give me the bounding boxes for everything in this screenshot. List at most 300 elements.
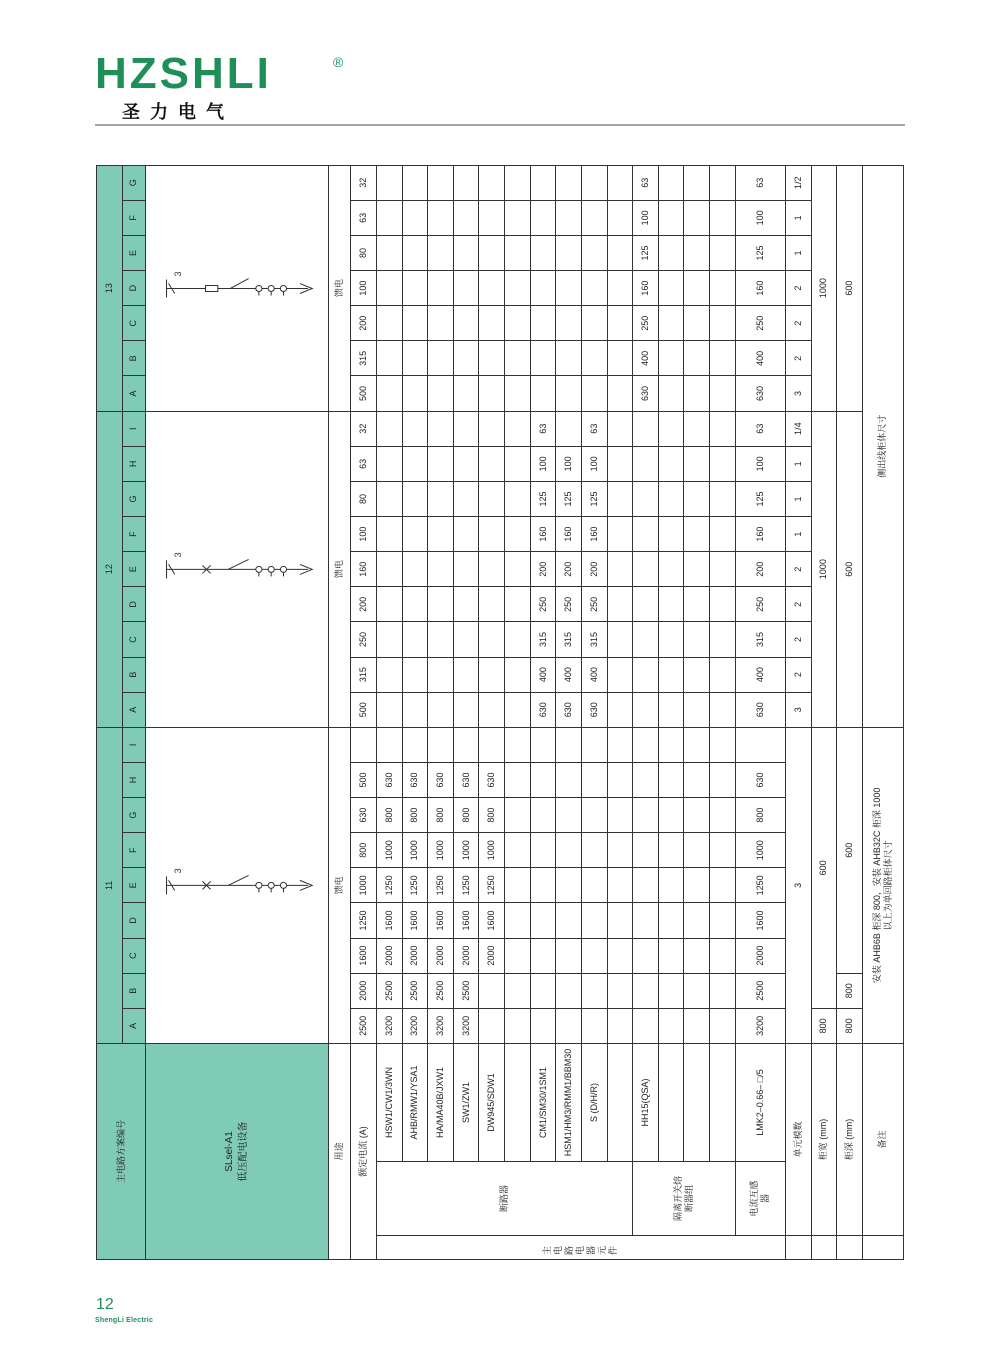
isolator-value [684,411,710,446]
breaker-value [376,235,402,270]
breaker-value [402,622,428,657]
isolator-value: 63 [633,165,659,200]
ct-value: 630 [735,692,785,727]
breaker-value [402,165,428,200]
breaker-value [581,306,607,341]
isolator-value [633,517,659,552]
breaker-value [581,165,607,200]
header-divider [95,124,905,126]
scheme-letter: G [122,481,146,516]
remark-line: 以上为单回路柜体尺寸 [882,840,893,931]
isolator-value [684,165,710,200]
units-value: 2 [785,587,811,622]
breaker-model: SW1/ZW1 [453,1043,479,1161]
breaker-model: AHB/RMW1/YSA1 [402,1043,428,1161]
rated-current-value [351,727,377,762]
rated-current-value: 80 [351,235,377,270]
ct-value: 800 [735,798,785,833]
table-row [581,165,607,1259]
isolator-value: 125 [633,235,659,270]
breaker-value [607,692,633,727]
isolator-value [658,587,684,622]
breaker-value [607,200,633,235]
rated-current-value: 315 [351,657,377,692]
breaker-value: 1600 [428,903,454,938]
breaker-value: 2500 [428,973,454,1008]
scheme-letter: A [122,692,146,727]
isolator-value [633,481,659,516]
ct-value: 1600 [735,903,785,938]
breaker-value [376,200,402,235]
isolator-value [633,1008,659,1043]
breaker-value [530,833,556,868]
footer-brand: ShengLi Electric [95,1317,154,1324]
breaker-value [607,165,633,200]
isolator-value [658,622,684,657]
isolator-value [633,587,659,622]
breaker-value [505,517,531,552]
isolator-model: HH15(QSA) [633,1043,659,1161]
isolator-value [710,903,736,938]
breaker-value [428,411,454,446]
breaker-value: 3200 [453,1008,479,1043]
breaker-value: 63 [530,411,556,446]
breaker-value [376,306,402,341]
breaker-value [607,552,633,587]
scheme-table-frame [96,176,904,1260]
isolator-value [710,165,736,200]
breaker-value [556,973,582,1008]
ct-value: 250 [735,587,785,622]
isolator-value [710,657,736,692]
isolator-value [658,517,684,552]
isolator-value [710,481,736,516]
ct-value: 63 [735,165,785,200]
breaker-value [581,271,607,306]
breaker-value [505,798,531,833]
isolator-value [633,938,659,973]
breaker-value [530,341,556,376]
series-description: 低压配电设备 [238,1121,249,1182]
isolator-value [684,200,710,235]
breaker-value: 125 [556,481,582,516]
svg-text:3: 3 [172,552,184,558]
breaker-value: 1600 [479,903,505,938]
depth-value: 800 [837,973,863,1008]
breaker-value [607,903,633,938]
ct-value: 400 [735,657,785,692]
breaker-value [505,235,531,270]
breaker-value [556,200,582,235]
breaker-value [428,622,454,657]
breaker-value: 2500 [402,973,428,1008]
scheme-letter: I [122,411,146,446]
width-value: 800 [811,1008,837,1043]
isolator-value: 100 [633,200,659,235]
ct-value: 125 [735,481,785,516]
rated-current-value: 250 [351,622,377,657]
diagram-cell-12 [146,411,329,727]
breaker-value [453,306,479,341]
ct-value: 200 [735,552,785,587]
scheme-letter: F [122,517,146,552]
breaker-value [530,200,556,235]
breaker-value [428,727,454,762]
breaker-value [479,271,505,306]
breaker-value [428,200,454,235]
breaker-value: 630 [530,692,556,727]
breaker-value [607,235,633,270]
breaker-value [376,657,402,692]
units-value: 1 [785,235,811,270]
isolator-value [710,411,736,446]
breaker-value [428,657,454,692]
ct-value: 100 [735,446,785,481]
isolator-value [684,271,710,306]
scheme-table [96,165,904,1260]
breaker-value [505,692,531,727]
breaker-value [556,727,582,762]
breaker-value [607,727,633,762]
rated-current-value: 2500 [351,1008,377,1043]
breaker-value [530,165,556,200]
isolator-value [633,868,659,903]
breaker-value [402,727,428,762]
rated-current-value: 500 [351,692,377,727]
breaker-value [453,341,479,376]
breaker-value [530,306,556,341]
breaker-value: 250 [581,587,607,622]
isolator-value [710,587,736,622]
breaker-value [607,868,633,903]
units-value: 2 [785,341,811,376]
scheme-letter: A [122,376,146,411]
breaker-value [530,1008,556,1043]
depth-value: 600 [837,165,863,411]
row-label-depth: 柜深 (mm) [837,1043,863,1235]
breaker-model: HSM1/HM3/RMM1/BBM30 [556,1043,582,1161]
breaker-value: 1250 [402,868,428,903]
units-value: 1 [785,481,811,516]
table-row [633,165,659,1259]
isolator-value [633,798,659,833]
rated-current-value: 500 [351,762,377,797]
breaker-value: 200 [530,552,556,587]
rated-current-value: 200 [351,587,377,622]
row-label-remarks: 备注 [862,1043,903,1235]
table-row [710,165,736,1259]
table-row [479,165,505,1259]
breaker-value [581,200,607,235]
breaker-value [505,200,531,235]
breaker-value: 100 [581,446,607,481]
ct-value: 160 [735,271,785,306]
breaker-value: 200 [581,552,607,587]
ct-model: LMK2–0.66– □/5 [735,1043,785,1161]
breaker-value [556,411,582,446]
breaker-value [530,798,556,833]
diagram-cell-13 [146,165,329,411]
ct-value: 250 [735,306,785,341]
breaker-value [453,481,479,516]
ct-value: 630 [735,376,785,411]
breaker-value [607,481,633,516]
table-cell [862,1236,903,1260]
isolator-value [633,622,659,657]
scheme-letter: D [122,587,146,622]
breaker-value [607,973,633,1008]
breaker-value [556,306,582,341]
units-value: 1/2 [785,165,811,200]
breaker-value: 1600 [376,903,402,938]
breaker-value [453,235,479,270]
breaker-value [402,587,428,622]
scheme-letter: D [122,271,146,306]
scheme-letter: G [122,165,146,200]
scheme-letter: H [122,762,146,797]
isolator-value [684,235,710,270]
breaker-value [402,446,428,481]
row-label-rated-current: 额定电流 (A) [351,1043,377,1259]
usage-value: 馈电 [328,727,351,1043]
breaker-value [607,657,633,692]
breaker-value [505,762,531,797]
breaker-value [556,165,582,200]
breaker-value: 630 [376,762,402,797]
rated-current-value: 1250 [351,903,377,938]
breaker-value [581,973,607,1008]
isolator-value [658,973,684,1008]
isolator-value [710,973,736,1008]
table-row [658,165,684,1259]
breaker-value: 315 [530,622,556,657]
isolator-value [658,446,684,481]
isolator-value [710,235,736,270]
breaker-value [607,341,633,376]
isolator-value [710,692,736,727]
breaker-value: 630 [479,762,505,797]
table-row [505,165,531,1259]
breaker-value: 2500 [376,973,402,1008]
ct-value: 160 [735,517,785,552]
breaker-value: 400 [530,657,556,692]
breaker-value [581,798,607,833]
isolator-value [684,973,710,1008]
scheme-letter: B [122,341,146,376]
units-value: 1/4 [785,411,811,446]
isolator-value [658,411,684,446]
isolator-value [710,833,736,868]
breaker-value [428,376,454,411]
main-element-label: 主电路电器元件 [376,1236,785,1260]
breaker-value [556,938,582,973]
isolator-model [658,1043,684,1161]
breaker-value: 2000 [453,938,479,973]
breaker-value: 160 [556,517,582,552]
table-row [351,165,377,1259]
isolator-value [658,762,684,797]
breaker-value [505,657,531,692]
ct-value: 315 [735,622,785,657]
remark-value: 侧出线柜体尺寸 [862,165,903,727]
breaker-value [581,376,607,411]
scheme-letter: C [122,306,146,341]
remark-value [862,727,903,1043]
rated-current-value: 315 [351,341,377,376]
breaker-model: CM1/SM30/1SM1 [530,1043,556,1161]
isolator-value [684,376,710,411]
breaker-value [428,587,454,622]
breaker-value: 250 [530,587,556,622]
scheme-letter: E [122,235,146,270]
isolator-value: 160 [633,271,659,306]
units-value: 3 [785,376,811,411]
breaker-value [453,657,479,692]
breaker-value [453,200,479,235]
breaker-value [607,587,633,622]
breaker-value: 315 [581,622,607,657]
breaker-value [376,587,402,622]
breaker-value [607,446,633,481]
row-label-usage: 用途 [328,1043,351,1259]
breaker-value [505,727,531,762]
breaker-value [505,868,531,903]
breaker-value [428,306,454,341]
scheme-number-11: 11 [97,727,123,1043]
breaker-value [453,552,479,587]
breaker-value [453,692,479,727]
breaker-value [607,798,633,833]
breaker-value [505,903,531,938]
isolator-value [684,622,710,657]
isolator-value [658,1008,684,1043]
row-label-units: 单元模数 [785,1043,811,1235]
breaker-model: HSW1/CW1/3WN [376,1043,402,1161]
scheme-number-13: 13 [97,165,123,411]
isolator-value [633,552,659,587]
isolator-value [710,376,736,411]
isolator-value [633,833,659,868]
breaker-value: 1000 [376,833,402,868]
breaker-value [505,973,531,1008]
isolator-value [658,798,684,833]
usage-value: 馈电 [328,165,351,411]
breaker-value [428,446,454,481]
breaker-value [479,727,505,762]
isolator-value: 630 [633,376,659,411]
isolator-value [684,587,710,622]
breaker-value: 630 [402,762,428,797]
breaker-value [376,446,402,481]
isolator-value [633,692,659,727]
ct-value [735,727,785,762]
breaker-value [479,517,505,552]
isolator-value [633,727,659,762]
company-logo [95,49,344,123]
rated-current-value: 100 [351,271,377,306]
breaker-value: 630 [453,762,479,797]
breaker-value [556,868,582,903]
breaker-value [581,1008,607,1043]
breaker-value [453,446,479,481]
breaker-value [505,587,531,622]
breaker-value: 800 [479,798,505,833]
scheme-number-label: 主电路方案编号 [97,1043,146,1259]
table-row [453,165,479,1259]
breaker-value: 100 [556,446,582,481]
breaker-value [505,341,531,376]
ct-value: 2500 [735,973,785,1008]
scheme-letter: F [122,200,146,235]
breaker-value [453,411,479,446]
breaker-value: 1250 [376,868,402,903]
width-value: 600 [811,727,837,1008]
isolator-value [658,165,684,200]
isolator-value [710,517,736,552]
breaker-value [479,200,505,235]
breaker-value [376,517,402,552]
breaker-value [376,622,402,657]
breaker-value [376,271,402,306]
isolator-value [633,762,659,797]
breaker-value [556,798,582,833]
breaker-value [402,235,428,270]
width-value: 1000 [811,165,837,411]
breaker-value: 2500 [453,973,479,1008]
breaker-value [453,622,479,657]
isolator-value [684,833,710,868]
rated-current-value: 32 [351,411,377,446]
breaker-value [505,306,531,341]
depth-value: 600 [837,411,863,727]
breaker-value: 400 [581,657,607,692]
scheme-letter: C [122,622,146,657]
breaker-value [402,481,428,516]
rated-current-value: 100 [351,517,377,552]
scheme-letter: I [122,727,146,762]
breaker-value: 1250 [428,868,454,903]
isolator-value [658,692,684,727]
breaker-model [505,1043,531,1161]
isolator-value [710,271,736,306]
rated-current-value: 160 [351,552,377,587]
breaker-value: 2000 [479,938,505,973]
breaker-value [556,235,582,270]
series-cell [146,1043,329,1259]
breaker-value [581,762,607,797]
isolator-value [658,903,684,938]
breaker-value [581,868,607,903]
scheme-letter: H [122,446,146,481]
breaker-value [453,376,479,411]
breaker-value [530,271,556,306]
breaker-value: 315 [556,622,582,657]
registered-mark: ® [333,54,344,70]
breaker-value [479,657,505,692]
isolator-value [658,341,684,376]
breaker-value: 200 [556,552,582,587]
breaker-value [607,833,633,868]
breaker-value: 1000 [479,833,505,868]
breaker-value [402,200,428,235]
table-row [428,165,454,1259]
table-row [785,165,811,1259]
table-row [376,165,402,1259]
units-value: 1 [785,517,811,552]
table-row [328,165,351,1259]
breaker-value: 125 [581,481,607,516]
scheme-letter: B [122,973,146,1008]
